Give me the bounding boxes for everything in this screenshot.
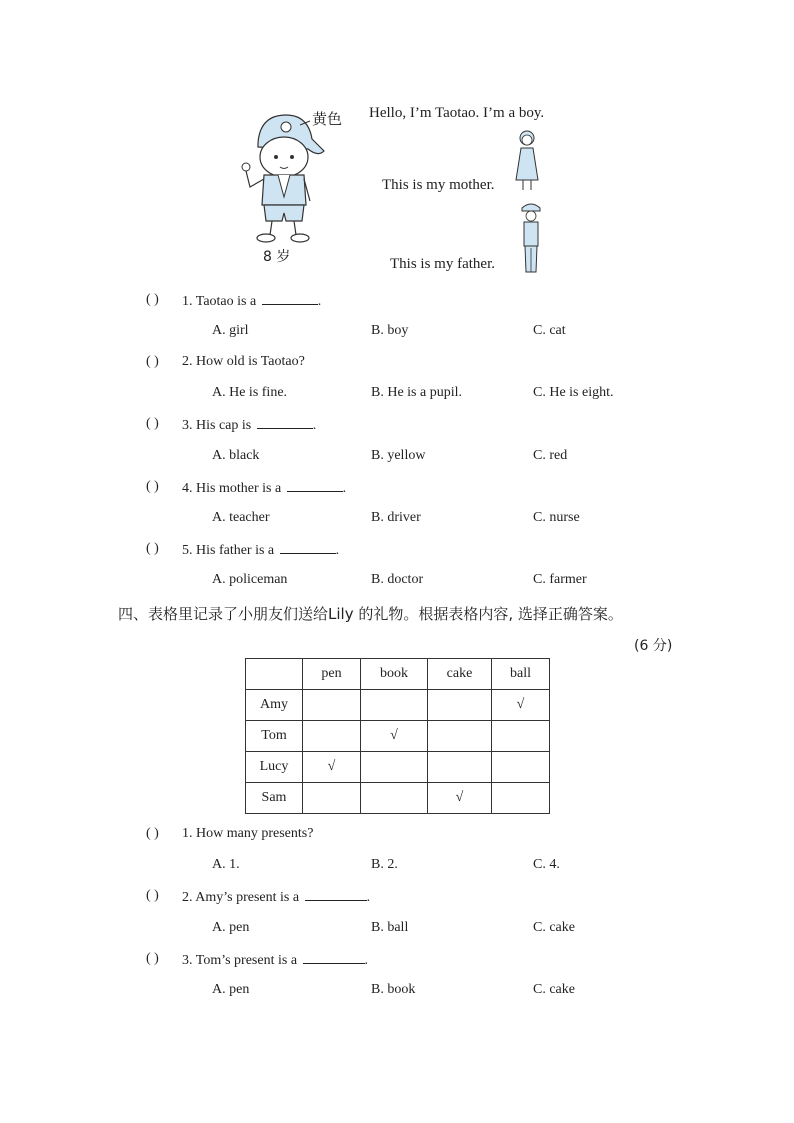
option-b: B. doctor: [371, 572, 424, 587]
question-text: [182, 292, 321, 310]
option-a: A. girl: [212, 323, 249, 338]
question-stem: How old is Taotao?: [196, 354, 305, 369]
section-title: 四、表格里记录了小朋友们送给Lily 的礼物。根据表格内容, 选择正确答案。: [118, 605, 623, 623]
question-text: [182, 541, 339, 559]
option-c: C. He is eight.: [533, 385, 614, 400]
table-header-row: [246, 659, 550, 690]
table-header-cell: cake: [428, 659, 492, 690]
answer-blank: [303, 951, 365, 964]
answer-paren[interactable]: ( ): [146, 826, 159, 841]
score-label: (6 分): [634, 638, 673, 654]
table-header-cell: pen: [303, 659, 361, 690]
question-number: 2.: [182, 354, 193, 369]
option-c: C. farmer: [533, 572, 587, 587]
option-a: A. pen: [212, 920, 250, 935]
table-row: [246, 783, 550, 814]
option-b: B. book: [371, 982, 416, 997]
table-cell: [361, 752, 428, 783]
question-number: 1.: [182, 294, 193, 309]
answer-paren[interactable]: ( ): [146, 479, 159, 494]
table-cell: [428, 690, 492, 721]
table-cell: Lucy: [246, 752, 303, 783]
option-a: A. teacher: [212, 510, 270, 525]
question-stem: His cap is: [196, 418, 252, 433]
answer-paren[interactable]: ( ): [146, 292, 159, 307]
question-suffix: .: [312, 418, 317, 433]
option-a: A. He is fine.: [212, 385, 288, 400]
table-cell: [428, 721, 492, 752]
question-stem: Amy’s present is a: [195, 890, 300, 905]
option-a: A. pen: [212, 982, 250, 997]
question-stem: Taotao is a: [195, 294, 257, 309]
story-line-1: Hello, I’m Taotao. I’m a boy.: [369, 105, 545, 121]
question-text: [182, 479, 346, 497]
table-header-cell: ball: [492, 659, 550, 690]
question-number: 3.: [182, 418, 193, 433]
question-number: 5.: [182, 543, 193, 558]
mother-illustration: [512, 128, 542, 194]
question-suffix: .: [335, 543, 340, 558]
table-cell: √: [492, 690, 550, 721]
option-c: C. 4.: [533, 857, 560, 872]
question-stem: How many presents?: [196, 826, 314, 841]
answer-blank: [305, 888, 367, 901]
option-b: B. ball: [371, 920, 409, 935]
table-cell: [492, 783, 550, 814]
table-cell: Tom: [246, 721, 303, 752]
answer-paren[interactable]: ( ): [146, 888, 159, 903]
table-header-cell: book: [361, 659, 428, 690]
table-header-cell: [246, 659, 303, 690]
question-text: [182, 416, 316, 434]
question-suffix: .: [366, 890, 371, 905]
question-number: 1.: [182, 826, 193, 841]
table-cell: [492, 721, 550, 752]
story-line-3: This is my father.: [390, 256, 495, 272]
answer-blank: [280, 541, 336, 554]
question-text: [182, 951, 368, 969]
boy-illustration: [238, 105, 348, 265]
answer-paren[interactable]: ( ): [146, 541, 159, 556]
question-suffix: .: [364, 953, 369, 968]
option-b: B. 2.: [371, 857, 398, 872]
answer-paren[interactable]: ( ): [146, 354, 159, 369]
table-cell: √: [428, 783, 492, 814]
question-text: [182, 354, 305, 370]
table-cell: √: [361, 721, 428, 752]
question-text: [182, 888, 370, 906]
option-b: B. boy: [371, 323, 409, 338]
answer-blank: [257, 416, 313, 429]
option-a: A. black: [212, 448, 260, 463]
question-text: [182, 826, 313, 842]
answer-blank: [262, 292, 318, 305]
option-a: A. policeman: [212, 572, 288, 587]
answer-paren[interactable]: ( ): [146, 416, 159, 431]
gift-table: [245, 658, 550, 814]
option-a: A. 1.: [212, 857, 240, 872]
question-suffix: .: [342, 481, 347, 496]
option-b: B. He is a pupil.: [371, 385, 462, 400]
question-stem: Tom’s present is a: [195, 953, 298, 968]
option-c: C. cat: [533, 323, 566, 338]
option-b: B. yellow: [371, 448, 426, 463]
table-cell: [303, 721, 361, 752]
option-b: B. driver: [371, 510, 421, 525]
option-c: C. cake: [533, 920, 575, 935]
cap-color-label: 黄色: [312, 110, 343, 128]
question-stem: His mother is a: [196, 481, 282, 496]
question-suffix: .: [317, 294, 322, 309]
option-c: C. red: [533, 448, 568, 463]
table-row: [246, 690, 550, 721]
table-cell: Amy: [246, 690, 303, 721]
table-cell: √: [303, 752, 361, 783]
question-number: 2.: [182, 890, 193, 905]
table-cell: [303, 690, 361, 721]
answer-blank: [287, 479, 343, 492]
table-cell: [303, 783, 361, 814]
option-c: C. cake: [533, 982, 575, 997]
table-row: [246, 752, 550, 783]
option-c: C. nurse: [533, 510, 580, 525]
table-cell: [428, 752, 492, 783]
question-number: 3.: [182, 953, 193, 968]
answer-paren[interactable]: ( ): [146, 951, 159, 966]
father-illustration: [516, 200, 546, 276]
story-line-2: This is my mother.: [382, 177, 495, 193]
table-row: [246, 721, 550, 752]
table-cell: Sam: [246, 783, 303, 814]
table-cell: [492, 752, 550, 783]
question-stem: His father is a: [196, 543, 275, 558]
table-cell: [361, 783, 428, 814]
question-number: 4.: [182, 481, 193, 496]
age-label: 8 岁: [263, 249, 291, 265]
table-cell: [361, 690, 428, 721]
